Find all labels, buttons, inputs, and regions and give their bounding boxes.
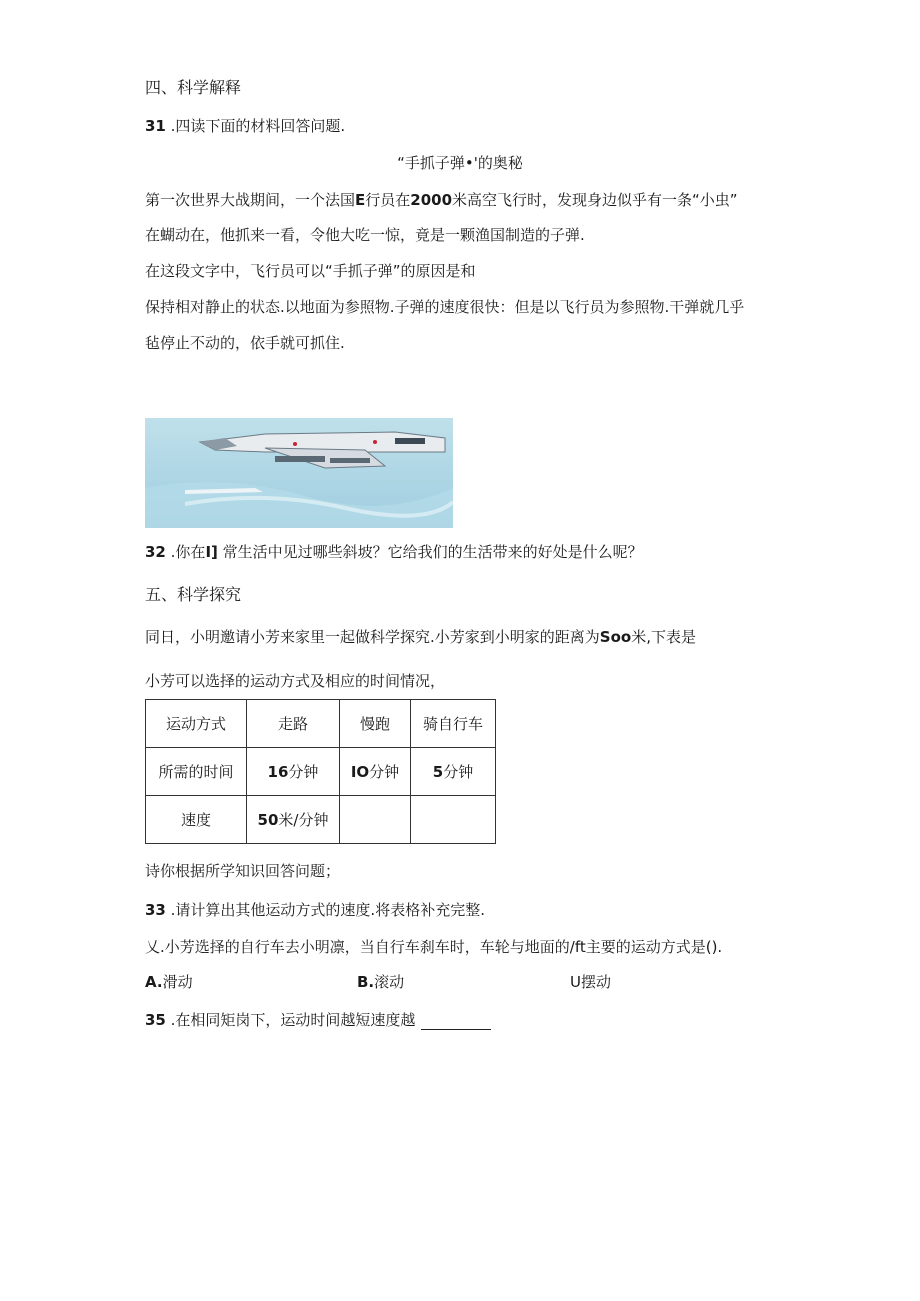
motion-table <box>145 699 496 844</box>
q35-number: 35 <box>145 1011 166 1029</box>
table-cell: 慢跑 <box>340 700 411 748</box>
p1-d: 2000 <box>410 191 453 209</box>
p1-e: 米高空飞行时，发现身边似乎有一条“小虫” <box>452 191 738 209</box>
q31-number: 31 <box>145 117 166 135</box>
q34-line: 乂.小芳选择的自行车去小明凛，当自行车刹车时，车轮与地面的/ft主要的运动方式是(). <box>145 938 723 956</box>
table-cell: 所需的时间 <box>146 748 247 796</box>
prompt-line: 诗你根据所学知识回答问题； <box>145 862 341 880</box>
article-p4: 保持相对静止的状态.以地面为参照物.子弹的速度很快：但是以飞行员为参照物.干弹就几乎 <box>145 298 745 316</box>
intro-line2: 小芳可以选择的运动方式及相应的时间情况， <box>145 672 446 690</box>
article-title: “手抓子弹•'的奥秘 <box>397 154 523 172</box>
intro-line1 <box>145 627 696 647</box>
cell-num: 50 <box>257 811 279 829</box>
table-cell: 运动方式 <box>146 700 247 748</box>
table-cell-empty[interactable] <box>411 796 496 844</box>
q35-line <box>145 1010 491 1030</box>
p1-b: E <box>355 191 366 209</box>
q32-text-a: .你在 <box>170 543 206 561</box>
option-text: 滑动 <box>162 973 193 991</box>
q33-line <box>145 900 485 920</box>
table-cell <box>411 748 496 796</box>
table-row <box>146 796 496 844</box>
fighter-jet-photo <box>145 418 453 528</box>
q34-option-c[interactable]: U摆动 <box>570 973 611 991</box>
section4-heading: 四、科学解释 <box>145 78 242 97</box>
cell-num: 5 <box>432 763 444 781</box>
q32-text-b: I] <box>205 543 218 561</box>
q31-line <box>145 116 345 136</box>
q32-line <box>145 542 643 562</box>
cell-unit: 米/分钟 <box>278 811 329 829</box>
table-cell <box>247 796 340 844</box>
article-p2: 在蝴动在，他抓来一看，令他大吃一惊，竟是一颗渔国制造的子弹. <box>145 226 585 244</box>
q33-number: 33 <box>145 901 166 919</box>
intro-b: Soo <box>599 628 632 646</box>
q34-option-b[interactable] <box>357 972 404 992</box>
p1-a: 第一次世界大战期间，一个法国 <box>145 191 356 209</box>
table-cell-empty[interactable] <box>340 796 411 844</box>
q33-text: .请计算出其他运动方式的速度.将表格补充完整. <box>170 901 485 919</box>
option-letter: A. <box>145 973 163 991</box>
article-p3: 在这段文字中，飞行员可以“手抓子弹”的原因是和 <box>145 262 476 280</box>
article-p5: 毡停止不动的，依手就可抓住. <box>145 334 345 352</box>
cell-unit: 分钟 <box>443 763 474 781</box>
intro-a: 同日，小明邀请小芳来家里一起做科学探究.小芳家到小明家的距离为 <box>145 628 600 646</box>
table-cell <box>340 748 411 796</box>
cell-num: 16 <box>267 763 289 781</box>
q31-text: .四读下面的材料回答问题. <box>170 117 346 135</box>
table-row <box>146 700 496 748</box>
table-cell <box>247 748 340 796</box>
table-cell: 走路 <box>247 700 340 748</box>
section5-heading: 五、科学探究 <box>145 585 242 604</box>
p1-c: 行员在 <box>365 191 411 209</box>
jet-illustration <box>145 418 453 528</box>
cell-unit: 分钟 <box>369 763 400 781</box>
article-p1 <box>145 190 738 210</box>
q32-text-c: 常生活中见过哪些斜坡？它给我们的生活带来的好处是什么呢？ <box>222 543 643 561</box>
cell-unit: 分钟 <box>288 763 319 781</box>
cell-num: IO <box>350 763 370 781</box>
q35-text: .在相同矩岗下，运动时间越短速度越 <box>170 1011 416 1029</box>
option-text: 滚动 <box>374 973 405 991</box>
table-cell: 速度 <box>146 796 247 844</box>
table-row <box>146 748 496 796</box>
q32-number: 32 <box>145 543 166 561</box>
option-letter: B. <box>357 973 375 991</box>
intro-c: 米,下表是 <box>631 628 696 646</box>
table-cell: 骑自行车 <box>411 700 496 748</box>
q34-option-a[interactable] <box>145 972 193 992</box>
answer-blank[interactable] <box>421 1013 491 1030</box>
